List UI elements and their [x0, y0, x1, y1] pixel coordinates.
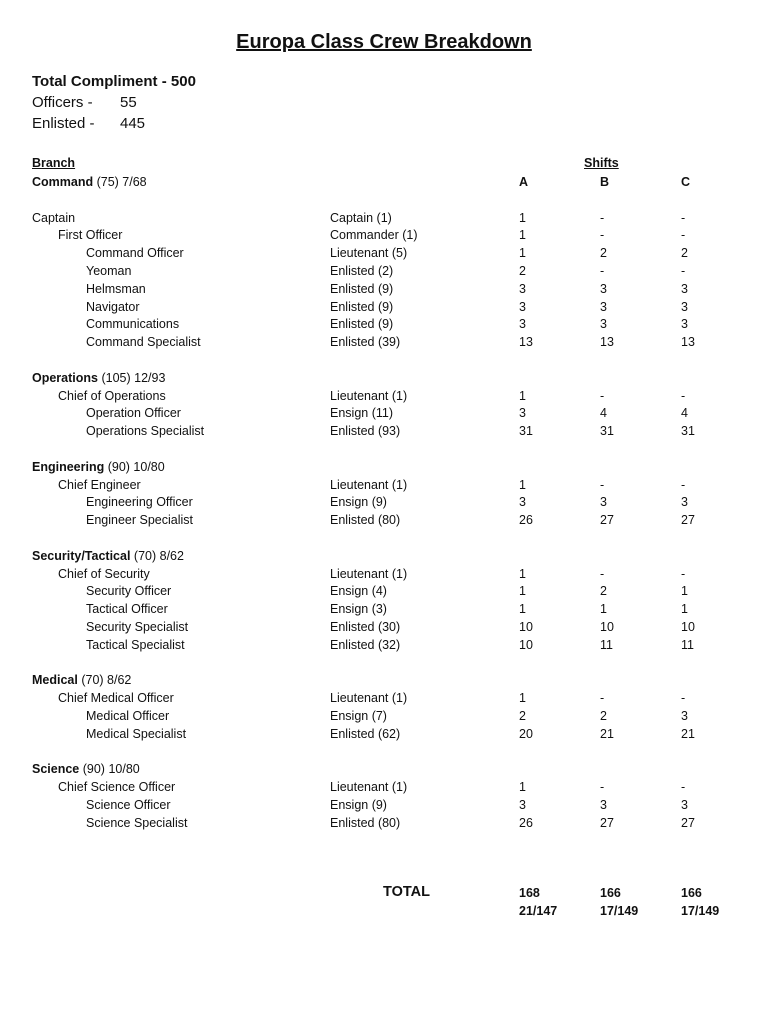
rank-cell: Lieutenant (1): [330, 691, 408, 706]
rank-cell: Enlisted (32): [330, 637, 401, 652]
table-row: [0, 209, 768, 227]
role-cell: Chief Science Officer: [58, 780, 176, 795]
shift-c-cell: 11: [681, 637, 694, 652]
rank-cell: Ensign (11): [330, 406, 393, 421]
shift-c-cell: 3: [681, 299, 688, 314]
shift-b-cell: 11: [600, 637, 613, 652]
table-row: [0, 511, 768, 529]
shift-b-cell: 10: [600, 620, 614, 634]
rank-cell: Enlisted (9): [330, 317, 394, 332]
shift-b-cell: 3: [600, 317, 607, 332]
role-cell: Tactical Specialist: [86, 637, 185, 652]
branch-label: [32, 760, 140, 778]
branch-header: Branch: [32, 156, 76, 170]
role-cell: Chief Medical Officer: [58, 691, 174, 706]
shift-a-cell: 1: [519, 691, 526, 706]
role-cell: Engineer Specialist: [86, 513, 194, 528]
total-a-split: 21/147: [519, 904, 558, 918]
role-cell: Navigator: [86, 299, 140, 314]
branch-name: Security/Tactical: [32, 548, 131, 563]
shift-b-cell: -: [600, 210, 605, 225]
shift-a-cell: 1: [519, 780, 526, 795]
role-cell: Engineering Officer: [86, 495, 193, 510]
total-b-split: 17/149: [600, 904, 639, 918]
role-cell: Helmsman: [86, 281, 146, 296]
role-cell: Tactical Officer: [86, 602, 168, 617]
shift-b-cell: 2: [600, 709, 607, 723]
shift-a-cell: 1: [519, 566, 526, 581]
role-cell: Medical Specialist: [86, 726, 187, 741]
table-row: [0, 298, 768, 316]
role-cell: Chief Engineer: [58, 477, 141, 492]
shift-c-header: C: [681, 175, 691, 189]
shift-c-cell: -: [681, 691, 686, 706]
shift-c-cell: -: [681, 228, 686, 243]
shift-c-cell: -: [681, 210, 686, 225]
rank-cell: Enlisted (30): [330, 620, 401, 634]
table-row: [0, 707, 768, 725]
role-cell: Operation Officer: [86, 406, 181, 421]
rank-cell: Enlisted (9): [330, 281, 394, 296]
shift-a-cell: 1: [519, 246, 526, 261]
shift-b-header: B: [600, 175, 610, 189]
shift-c-cell: -: [681, 388, 686, 403]
branch-row: [0, 458, 768, 476]
shift-a-cell: 26: [519, 513, 533, 528]
branch-name: Science: [32, 762, 80, 777]
shift-a-cell: 3: [519, 281, 526, 296]
shift-c-cell: 3: [681, 709, 688, 723]
branch-name: Medical: [32, 673, 78, 688]
role-cell: Medical Officer: [86, 709, 170, 723]
officers-label: Officers -: [32, 94, 93, 111]
shift-c-cell: 31: [681, 424, 695, 439]
rank-cell: Enlisted (80): [330, 815, 401, 830]
shift-a-header: A: [519, 175, 529, 189]
shift-c-cell: 10: [681, 620, 695, 634]
branch-name: Command: [32, 175, 94, 189]
shift-b-cell: 3: [600, 495, 607, 510]
table-row: [0, 244, 768, 262]
table-row: [0, 226, 768, 244]
role-cell: Science Officer: [86, 798, 171, 812]
role-cell: Security Officer: [86, 584, 172, 599]
shift-c-cell: 1: [681, 584, 688, 599]
shift-a-cell: 10: [519, 637, 533, 652]
table-row: [0, 689, 768, 707]
shift-c-cell: 13: [681, 335, 695, 350]
shift-a-cell: 10: [519, 620, 533, 634]
branch-name: Engineering: [32, 459, 105, 474]
table-row: [0, 618, 768, 636]
shift-a-cell: 3: [519, 406, 526, 421]
table-row: [0, 582, 768, 600]
shift-c-cell: 3: [681, 798, 688, 812]
branch-name: Operations: [32, 370, 98, 385]
shift-c-cell: 3: [681, 317, 688, 332]
shifts-header: Shifts: [584, 156, 619, 170]
table-row: [0, 600, 768, 618]
shift-b-cell: -: [600, 780, 605, 795]
table-row: [0, 476, 768, 494]
shift-a-cell: 2: [519, 709, 526, 723]
shift-c-cell: 3: [681, 281, 688, 296]
shift-a-cell: 3: [519, 798, 526, 812]
branch-label: [32, 671, 131, 689]
shift-a-cell: 3: [519, 495, 526, 510]
rank-cell: Lieutenant (1): [330, 780, 408, 795]
shift-b-cell: 4: [600, 406, 607, 421]
rank-cell: Ensign (3): [330, 602, 387, 617]
table-row: [0, 796, 768, 814]
branch-detail: (70) 8/62: [77, 673, 132, 688]
enlisted-value: 445: [120, 115, 146, 132]
rank-cell: Enlisted (2): [330, 264, 394, 278]
total-b: 166: [600, 886, 621, 900]
branch-label: [32, 547, 184, 565]
table-row: [0, 315, 768, 333]
rank-cell: Lieutenant (1): [330, 388, 408, 403]
shift-b-cell: 27: [600, 513, 614, 528]
rank-cell: Commander (1): [330, 228, 418, 243]
rank-cell: Lieutenant (1): [330, 477, 408, 492]
shift-b-cell: 21: [600, 726, 614, 741]
shift-b-cell: -: [600, 228, 605, 243]
shift-a-cell: 2: [519, 264, 526, 278]
role-cell: Science Specialist: [86, 815, 188, 830]
rank-cell: Enlisted (93): [330, 424, 401, 439]
shift-a-cell: 26: [519, 815, 533, 830]
total-label: TOTAL: [383, 884, 430, 900]
shift-b-cell: -: [600, 388, 605, 403]
role-cell: Command Specialist: [86, 335, 201, 350]
rank-cell: Ensign (4): [330, 584, 387, 599]
branch-label: [32, 458, 165, 476]
branch-detail: (75) 7/68: [93, 175, 147, 189]
shift-a-cell: 3: [519, 299, 526, 314]
role-cell: Chief of Security: [58, 566, 150, 581]
role-cell: Captain: [32, 210, 76, 225]
role-cell: Communications: [86, 317, 180, 332]
shift-a-cell: 1: [519, 388, 526, 403]
rank-cell: Lieutenant (5): [330, 246, 408, 261]
shift-a-cell: 1: [519, 228, 526, 243]
rank-cell: Enlisted (9): [330, 299, 394, 314]
shift-b-cell: -: [600, 477, 605, 492]
table-row: [0, 333, 768, 351]
role-cell: Command Officer: [86, 246, 184, 261]
shift-b-cell: -: [600, 566, 605, 581]
branch-label: [32, 173, 147, 191]
shift-a-cell: 13: [519, 335, 533, 350]
shift-a-cell: 3: [519, 317, 526, 332]
officers-summary: [32, 94, 137, 111]
document-title: Europa Class Crew Breakdown: [236, 31, 532, 53]
shift-a-cell: 1: [519, 584, 526, 599]
shift-c-cell: -: [681, 264, 686, 278]
shift-b-cell: -: [600, 691, 605, 706]
shift-c-cell: 2: [681, 246, 688, 261]
rank-cell: Ensign (7): [330, 709, 387, 723]
shift-b-cell: 3: [600, 281, 607, 296]
table-row: [0, 387, 768, 405]
branch-label: [32, 369, 165, 387]
shift-c-cell: 3: [681, 495, 688, 510]
branch-detail: (90) 10/80: [104, 459, 165, 474]
shift-c-cell: -: [681, 780, 686, 795]
total-a: 168: [519, 886, 540, 900]
role-cell: First Officer: [58, 228, 123, 243]
table-row: [0, 262, 768, 280]
rank-cell: Enlisted (62): [330, 726, 401, 741]
shift-b-cell: 27: [600, 815, 614, 830]
shift-c-cell: 27: [681, 513, 695, 528]
total-c-split: 17/149: [681, 904, 720, 918]
table-row: [0, 422, 768, 440]
table-row: [0, 565, 768, 583]
branch-detail: (70) 8/62: [130, 548, 184, 563]
branch-detail: (105) 12/93: [98, 370, 166, 385]
rank-cell: Ensign (9): [330, 495, 387, 510]
branch-detail: (90) 10/80: [79, 762, 140, 777]
shift-b-cell: -: [600, 264, 605, 278]
table-row: [0, 404, 768, 422]
branch-row: [0, 547, 768, 565]
role-cell: Security Specialist: [86, 620, 189, 634]
table-row: [0, 778, 768, 796]
shift-b-cell: 31: [600, 424, 614, 439]
branch-row: [0, 369, 768, 387]
shift-a-cell: 1: [519, 602, 526, 617]
role-cell: Yeoman: [86, 264, 132, 278]
shift-b-cell: 2: [600, 246, 607, 261]
table-row: [0, 636, 768, 654]
total-compliment: Total Compliment - 500: [32, 73, 196, 90]
enlisted-label: Enlisted -: [32, 115, 95, 132]
rank-cell: Ensign (9): [330, 798, 387, 812]
shift-c-cell: 27: [681, 815, 695, 830]
total-c: 166: [681, 886, 702, 900]
shift-a-cell: 31: [519, 424, 533, 439]
table-row: [0, 493, 768, 511]
shift-b-cell: 3: [600, 798, 607, 812]
officers-value: 55: [120, 94, 137, 111]
shift-a-cell: 20: [519, 726, 533, 741]
shift-b-cell: 13: [600, 335, 614, 350]
role-cell: Chief of Operations: [58, 388, 166, 403]
shift-c-cell: -: [681, 477, 686, 492]
shift-b-cell: 3: [600, 299, 607, 314]
table-row: [0, 814, 768, 832]
rank-cell: Lieutenant (1): [330, 566, 408, 581]
shift-c-cell: -: [681, 566, 686, 581]
table-row: [0, 725, 768, 743]
shift-c-cell: 1: [681, 602, 688, 617]
shift-c-cell: 4: [681, 406, 688, 421]
enlisted-summary: [32, 115, 145, 132]
shift-b-cell: 2: [600, 584, 607, 599]
shift-c-cell: 21: [681, 726, 695, 741]
branch-row: [0, 760, 768, 778]
rank-cell: Captain (1): [330, 210, 392, 225]
shift-b-cell: 1: [600, 602, 607, 617]
rank-cell: Enlisted (39): [330, 335, 401, 350]
shift-a-cell: 1: [519, 210, 526, 225]
table-row: [0, 280, 768, 298]
branch-row: [0, 173, 768, 191]
shift-a-cell: 1: [519, 477, 526, 492]
role-cell: Operations Specialist: [86, 424, 205, 439]
rank-cell: Enlisted (80): [330, 513, 401, 528]
branch-row: [0, 671, 768, 689]
